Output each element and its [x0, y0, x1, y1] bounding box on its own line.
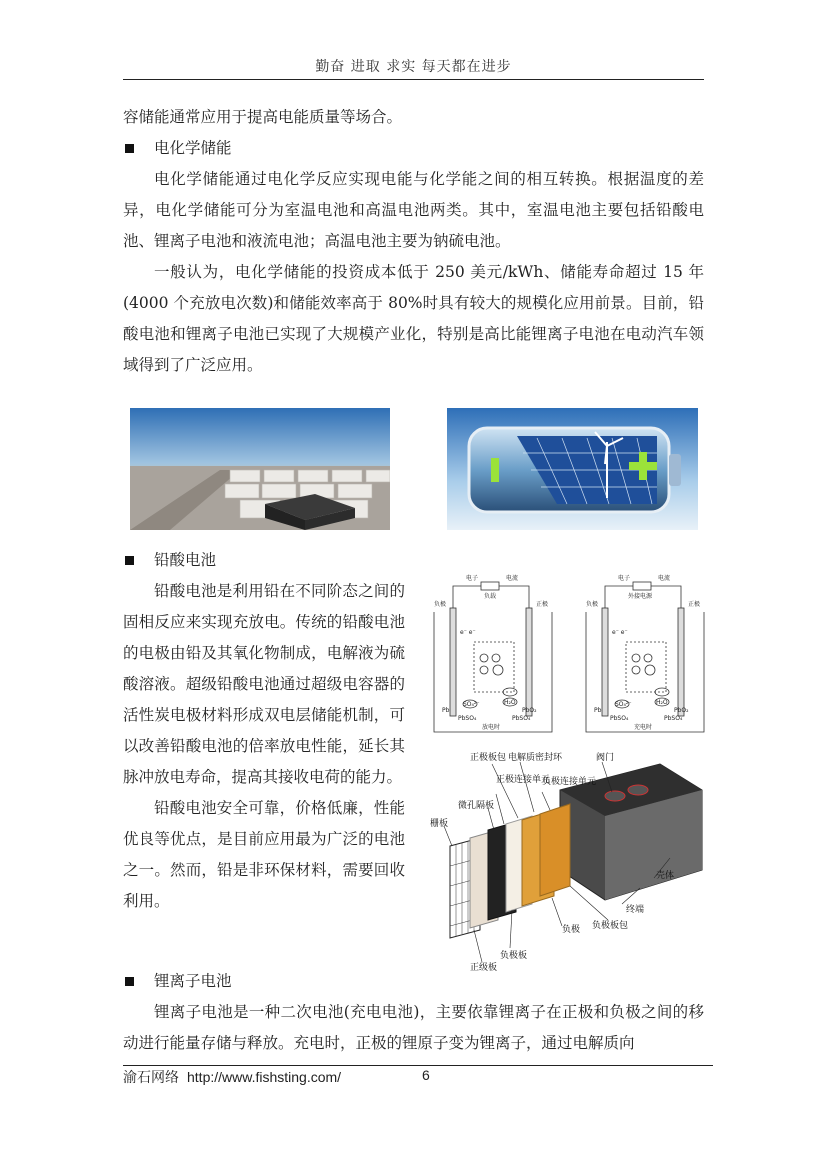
footer-site-name: 渝石网络	[123, 1070, 179, 1086]
svg-text:负极: 负极	[434, 601, 447, 608]
svg-text:SO₄²⁻: SO₄²⁻	[463, 701, 480, 708]
leadacid-cell-diagrams	[430, 572, 710, 737]
battery-exploded-view	[430, 750, 706, 972]
svg-text:负极板包: 负极板包	[592, 921, 629, 931]
svg-text:PbSO₄: PbSO₄	[664, 715, 683, 722]
heading-text: 电化学储能	[154, 139, 232, 157]
svg-text:电子: 电子	[466, 575, 479, 582]
storage-station-photo	[130, 408, 390, 530]
footer-rule	[123, 1065, 713, 1066]
page-number: 6	[422, 1067, 430, 1083]
svg-text:负载: 负载	[484, 593, 497, 600]
svg-text:微孔隔板: 微孔隔板	[458, 801, 495, 811]
svg-text:Pb: Pb	[594, 707, 602, 714]
svg-text:SO₄²⁻: SO₄²⁻	[615, 701, 632, 708]
page-footer	[123, 1067, 430, 1087]
svg-text:正极: 正极	[688, 601, 701, 608]
svg-text:电子: 电子	[618, 575, 631, 582]
svg-text:正级板: 正级板	[470, 963, 498, 972]
heading-text: 锂离子电池	[154, 972, 232, 990]
svg-text:负极: 负极	[586, 601, 599, 608]
svg-text:电流: 电流	[506, 575, 519, 582]
svg-text:外接电源: 外接电源	[628, 593, 653, 600]
paragraph-electrochem: 电化学储能通过电化学反应实现电能与化学能之间的相互转换。根据温度的差异，电化学储能可分为室温电池和高温电池两类。其中，室温电池主要包括铅酸电池、锂离子电池和液流电池；高温电池主要为钠硫电池。	[123, 170, 704, 250]
svg-text:PbO₂: PbO₂	[522, 707, 537, 714]
header-rule	[123, 79, 704, 80]
text-block-top	[123, 102, 704, 381]
svg-text:PbSO₄: PbSO₄	[458, 715, 477, 722]
text-column-leadacid	[123, 576, 405, 917]
svg-text:电解质密封环: 电解质密封环	[508, 753, 563, 763]
svg-text:负极板: 负极板	[500, 951, 528, 961]
svg-text:Pb: Pb	[442, 707, 450, 714]
storage-station-illustration	[130, 408, 390, 530]
svg-text:终端: 终端	[626, 905, 645, 915]
square-bullet-icon	[125, 977, 134, 986]
svg-text:电流: 电流	[658, 575, 671, 582]
paragraph-intro-tail: 容储能通常应用于提高电能质量等场合。	[123, 108, 403, 126]
svg-text:放电时: 放电时	[482, 724, 501, 731]
svg-text:负极连接单元: 负极连接单元	[542, 777, 597, 787]
svg-text:PbSO₄: PbSO₄	[610, 715, 629, 722]
svg-text:壳体: 壳体	[656, 871, 675, 881]
paragraph-liion: 锂离子电池是一种二次电池(充电电池)，主要依靠锂离子在正极和负极之间的移动进行能量存储与释放。充电时，正极的锂原子变为锂离子，通过电解质向	[123, 1003, 704, 1052]
svg-text:负极: 负极	[562, 925, 581, 935]
green-battery-illustration	[447, 408, 698, 530]
footer-url-link[interactable]: http://www.fishsting.com/	[187, 1069, 342, 1085]
cell-reaction-diagram	[430, 572, 710, 737]
section-heading-liion	[123, 966, 704, 997]
svg-text:栅板: 栅板	[430, 819, 449, 829]
paragraph-cost: 一般认为，电化学储能的投资成本低于 250 美元/kWh、储能寿命超过 15 年(4000 个充放电次数)和储能效率高于 80%时具有较大的规模化应用前景。目前，铅酸电池和锂离子电池已实现了大规模产业化，特别是高比能锂离子电池在电动汽车领域得到了广泛应用。	[123, 263, 704, 374]
section-heading-electrochem	[123, 133, 704, 164]
svg-text:正极: 正极	[536, 601, 549, 608]
svg-text:充电时: 充电时	[634, 724, 653, 731]
paragraph-leadacid-advantages: 铅酸电池安全可靠，价格低廉，性能优良等优点，是目前应用最为广泛的电池之一。然而，铅是非环保材料，需要回收利用。	[123, 799, 405, 910]
svg-text:阀门: 阀门	[596, 753, 615, 763]
leadacid-exploded-diagram	[430, 750, 706, 972]
heading-text: 铅酸电池	[154, 551, 217, 569]
page-header: 勤奋 进取 求实 每天都在进步	[315, 59, 512, 75]
svg-text:H₂O: H₂O	[656, 699, 668, 706]
paragraph-leadacid-principle: 铅酸电池是利用铅在不同阶态之间的固相反应来实现充放电。传统的铅酸电池的电极由铅及其氧化物制成，电解液为硫酸溶液。超级铅酸电池通过超级电容器的活性炭电极材料形成双电层储能机制，可以改善铅酸电池的倍率放电性能，延长其脉冲放电寿命，提高其接收电荷的能力。	[123, 582, 405, 786]
svg-text:e⁻ e⁻: e⁻ e⁻	[460, 629, 476, 636]
svg-text:正极连接单元: 正极连接单元	[496, 775, 551, 785]
svg-text:H₂O: H₂O	[504, 699, 516, 706]
square-bullet-icon	[125, 556, 134, 565]
text-block-liion	[123, 966, 704, 1059]
svg-text:e⁻ e⁻: e⁻ e⁻	[612, 629, 628, 636]
svg-text:PbO₂: PbO₂	[674, 707, 689, 714]
svg-text:PbSO₄: PbSO₄	[512, 715, 531, 722]
square-bullet-icon	[125, 144, 134, 153]
green-battery-photo	[447, 408, 698, 530]
svg-text:正极板包: 正极板包	[470, 753, 507, 763]
